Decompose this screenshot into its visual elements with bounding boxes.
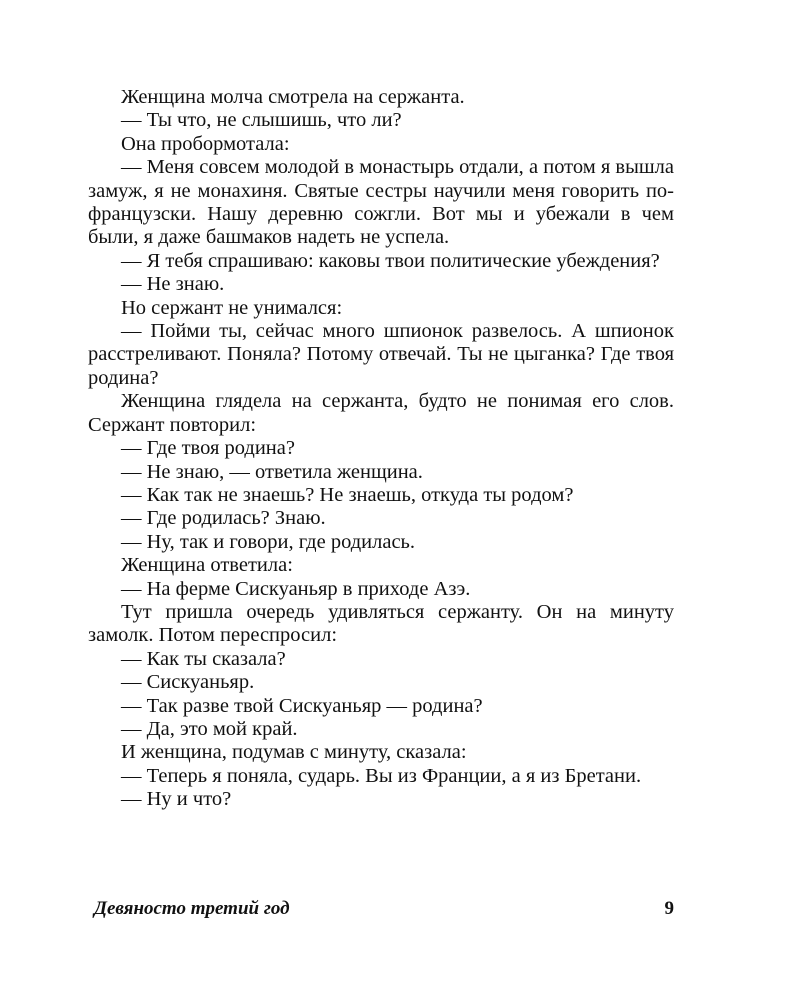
paragraph: — Пойми ты, сейчас много шпионок развелось. А шпионок расстреливают. Поняла? Потому отвечай. Ты не цыганка? Где твоя родина? <box>88 320 674 389</box>
paragraph: Тут пришла очередь удивляться сержанту. Он на минуту замолк. Потом переспросил: <box>88 600 674 647</box>
paragraph: — На ферме Сискуаньяр в приходе Азэ. <box>121 577 471 600</box>
paragraph: — Как ты сказала? <box>121 647 286 670</box>
paragraph: Женщина ответила: <box>121 554 293 577</box>
paragraph: — Не знаю. <box>121 273 225 296</box>
page-footer <box>88 898 674 924</box>
paragraph: — Я тебя спрашиваю: каковы твои политические убеждения? <box>121 249 660 272</box>
paragraph: — Да, это мой край. <box>121 717 298 740</box>
paragraph: — Как так не знаешь? Не знаешь, откуда ты родом? <box>121 483 574 506</box>
paragraph: — Где твоя родина? <box>121 437 295 460</box>
paragraph: И женщина, подумав с минуту, сказала: <box>121 741 467 764</box>
paragraph: — Сискуаньяр. <box>121 671 255 694</box>
paragraph: Она пробормотала: <box>121 132 290 155</box>
page-number: 9 <box>664 898 674 919</box>
paragraph: — Где родилась? Знаю. <box>121 507 326 530</box>
paragraph: — Теперь я поняла, сударь. Вы из Франции, а я из Бретани. <box>121 764 642 787</box>
paragraph: — Ну и что? <box>121 788 232 811</box>
running-title: Девяносто третий год <box>94 898 290 919</box>
paragraph: — Ты что, не слышишь, что ли? <box>121 109 402 132</box>
paragraph: Но сержант не унимался: <box>121 296 343 319</box>
paragraph: Женщина глядела на сержанта, будто не понимая его слов. Сержант повторил: <box>88 390 674 436</box>
paragraph: — Ну, так и говори, где родилась. <box>121 530 416 553</box>
paragraph: — Меня совсем молодой в монастырь отдали, а потом я вышла замуж, я не монахиня. Святые сестры научили меня говорить по-французски. Нашу деревню сожгли. Вот мы и убежали в чем были, я даже башмаков надеть не успела. <box>88 156 674 249</box>
paragraph: — Так разве твой Сискуаньяр — родина? <box>121 694 483 717</box>
paragraph: Женщина молча смотрела на сержанта. <box>121 86 465 108</box>
paragraph: — Не знаю, — ответила женщина. <box>121 460 423 483</box>
page-body-text <box>88 86 674 812</box>
